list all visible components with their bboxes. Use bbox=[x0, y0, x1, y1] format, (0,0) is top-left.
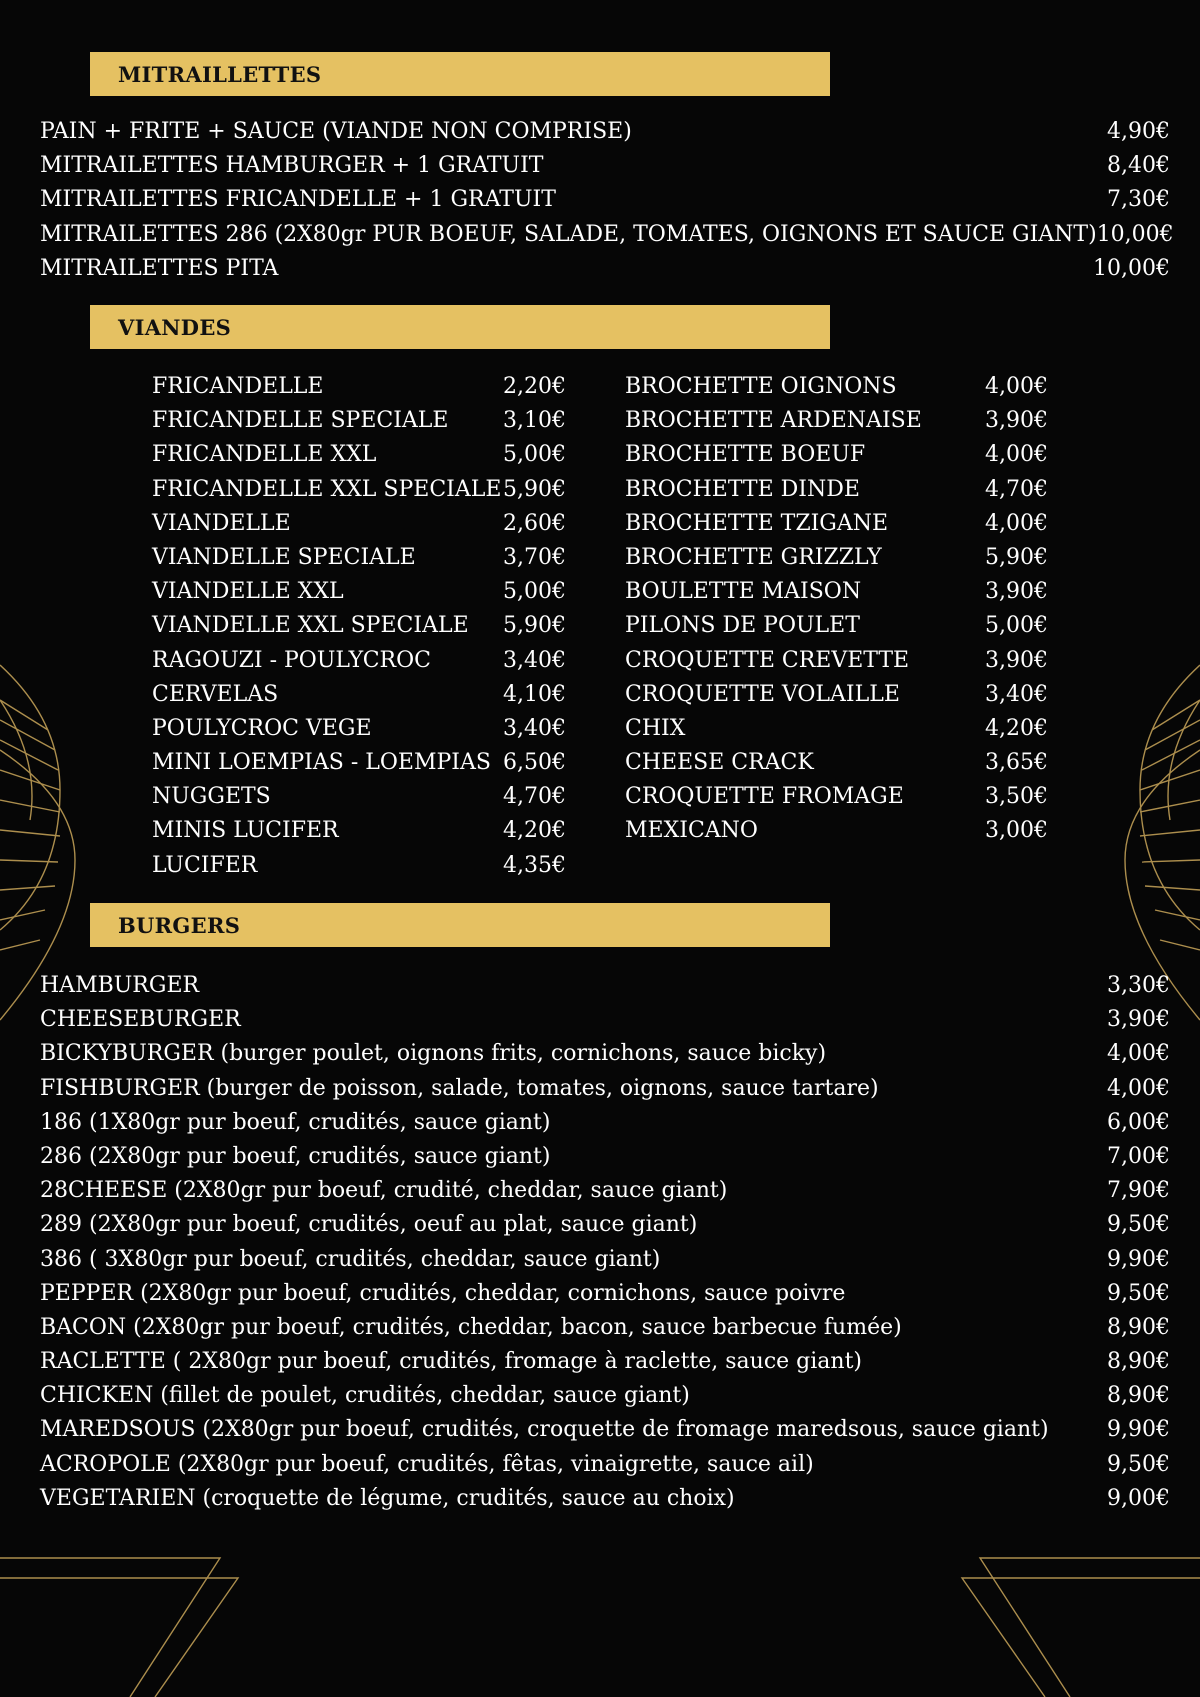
list-item bbox=[40, 149, 1170, 183]
list-item bbox=[40, 183, 1170, 217]
item-name: MAREDSOUS (2X80gr pur boeuf, crudités, croquette de fromage maredsous, sauce giant) bbox=[40, 1417, 1049, 1443]
item-name: FRICANDELLE XXL bbox=[152, 442, 377, 468]
item-name: 289 (2X80gr pur boeuf, crudités, oeuf au plat, sauce giant) bbox=[40, 1212, 698, 1238]
item-price: 6,50€ bbox=[503, 750, 566, 776]
item-name: MEXICANO bbox=[625, 818, 758, 844]
item-name: PEPPER (2X80gr pur boeuf, crudités, cheddar, cornichons, sauce poivre bbox=[40, 1280, 846, 1306]
item-name: BACON (2X80gr pur boeuf, crudités, cheddar, bacon, sauce barbecue fumée) bbox=[40, 1314, 902, 1340]
list-item bbox=[40, 1413, 1170, 1447]
item-price: 9,50€ bbox=[1107, 1280, 1170, 1306]
item-name: VIANDELLE XXL bbox=[152, 579, 344, 605]
list-item bbox=[40, 1482, 1170, 1516]
item-name: RAGOUZI - POULYCROC bbox=[152, 647, 431, 673]
item-name: BROCHETTE OIGNONS bbox=[625, 374, 897, 399]
item-price: 10,00€ bbox=[1093, 255, 1170, 281]
item-price: 4,35€ bbox=[503, 852, 566, 878]
item-price: 6,00€ bbox=[1107, 1109, 1170, 1135]
list-item bbox=[40, 1345, 1170, 1379]
viandes-left-column bbox=[152, 370, 566, 883]
item-price: 9,50€ bbox=[1107, 1451, 1170, 1477]
item-name: FRICANDELLE bbox=[152, 374, 324, 399]
item-price: 5,00€ bbox=[985, 613, 1048, 639]
list-item bbox=[152, 438, 566, 472]
item-name: ACROPOLE (2X80gr pur boeuf, crudités, fêtas, vinaigrette, sauce ail) bbox=[40, 1451, 814, 1477]
list-item bbox=[40, 1106, 1170, 1140]
item-name: LUCIFER bbox=[152, 852, 258, 878]
item-name: BOULETTE MAISON bbox=[625, 579, 862, 605]
item-name: CERVELAS bbox=[152, 681, 279, 707]
item-name: 286 (2X80gr pur boeuf, crudités, sauce giant) bbox=[40, 1143, 551, 1169]
item-name: VIANDELLE SPECIALE bbox=[152, 544, 416, 570]
item-name: CHICKEN (fillet de poulet, crudités, cheddar, sauce giant) bbox=[40, 1383, 690, 1409]
item-name: VIANDELLE XXL SPECIALE bbox=[152, 613, 469, 639]
list-item bbox=[152, 507, 566, 541]
item-name: CROQUETTE CREVETTE bbox=[625, 647, 910, 673]
list-item bbox=[625, 575, 1048, 609]
item-price: 9,90€ bbox=[1107, 1417, 1170, 1443]
item-price: 5,90€ bbox=[503, 476, 566, 502]
list-item bbox=[625, 814, 1048, 848]
list-item bbox=[40, 1311, 1170, 1345]
list-item bbox=[40, 969, 1170, 1003]
item-name: MITRAILETTES 286 (2X80gr PUR BOEUF, SALADE, TOMATES, OIGNONS ET SAUCE GIANT) bbox=[40, 221, 1097, 247]
bottom-right-triangle-2 bbox=[962, 1578, 1200, 1697]
item-price: 3,40€ bbox=[503, 715, 566, 741]
item-price: 4,00€ bbox=[1107, 1075, 1170, 1101]
item-price: 5,00€ bbox=[503, 442, 566, 468]
section-header-viandes bbox=[90, 305, 830, 349]
list-item bbox=[152, 404, 566, 438]
item-name: MITRAILETTES HAMBURGER + 1 GRATUIT bbox=[40, 153, 544, 179]
item-price: 5,90€ bbox=[985, 544, 1048, 570]
item-name: 186 (1X80gr pur boeuf, crudités, sauce giant) bbox=[40, 1109, 551, 1135]
list-item bbox=[625, 370, 1048, 404]
item-price: 3,65€ bbox=[985, 750, 1048, 776]
item-price: 8,40€ bbox=[1107, 153, 1170, 179]
item-price: 7,00€ bbox=[1107, 1143, 1170, 1169]
list-item bbox=[152, 678, 566, 712]
item-price: 8,90€ bbox=[1107, 1314, 1170, 1340]
item-name: 386 ( 3X80gr pur boeuf, crudités, cheddar, sauce giant) bbox=[40, 1246, 661, 1272]
list-item bbox=[152, 575, 566, 609]
item-price: 9,50€ bbox=[1107, 1212, 1170, 1238]
item-name: PILONS DE POULET bbox=[625, 613, 860, 639]
item-price: 3,90€ bbox=[985, 408, 1048, 434]
left-rays bbox=[0, 700, 60, 950]
list-item bbox=[40, 1174, 1170, 1208]
bottom-right-triangle-1 bbox=[980, 1558, 1200, 1697]
list-item bbox=[152, 780, 566, 814]
list-item bbox=[625, 404, 1048, 438]
list-item bbox=[152, 644, 566, 678]
list-item bbox=[152, 609, 566, 643]
list-item bbox=[625, 507, 1048, 541]
item-price: 9,90€ bbox=[1107, 1246, 1170, 1272]
list-item bbox=[625, 609, 1048, 643]
item-name: FRICANDELLE SPECIALE bbox=[152, 408, 449, 434]
item-price: 4,00€ bbox=[1107, 1041, 1170, 1067]
item-price: 9,00€ bbox=[1107, 1485, 1170, 1511]
list-item bbox=[152, 712, 566, 746]
item-price: 3,90€ bbox=[985, 579, 1048, 605]
item-name: NUGGETS bbox=[152, 784, 271, 810]
item-price: 3,50€ bbox=[985, 784, 1048, 810]
list-item bbox=[40, 1243, 1170, 1277]
item-name: RACLETTE ( 2X80gr pur boeuf, crudités, fromage à raclette, sauce giant) bbox=[40, 1349, 862, 1375]
list-item bbox=[625, 746, 1048, 780]
item-name: FISHBURGER (burger de poisson, salade, tomates, oignons, sauce tartare) bbox=[40, 1075, 879, 1101]
list-item bbox=[40, 218, 1174, 252]
item-price: 3,40€ bbox=[985, 681, 1048, 707]
right-arc-3 bbox=[1168, 700, 1200, 820]
item-name: MINIS LUCIFER bbox=[152, 818, 339, 844]
list-item bbox=[40, 1003, 1170, 1037]
item-name: BROCHETTE TZIGANE bbox=[625, 510, 889, 536]
list-item bbox=[152, 473, 566, 507]
list-item bbox=[625, 780, 1048, 814]
item-price: 3,10€ bbox=[503, 408, 566, 434]
list-item bbox=[152, 370, 566, 404]
section-title: VIANDES bbox=[118, 314, 232, 340]
item-name: POULYCROC VEGE bbox=[152, 715, 372, 741]
item-price: 7,30€ bbox=[1107, 187, 1170, 213]
bottom-left-triangle-1 bbox=[0, 1558, 220, 1697]
item-price: 4,70€ bbox=[985, 476, 1048, 502]
list-item bbox=[152, 746, 566, 780]
list-item bbox=[40, 1379, 1170, 1413]
list-item bbox=[40, 252, 1170, 286]
item-price: 5,90€ bbox=[503, 613, 566, 639]
item-price: 4,10€ bbox=[503, 681, 566, 707]
section-title: MITRAILLETTES bbox=[118, 61, 322, 87]
item-price: 3,70€ bbox=[503, 544, 566, 570]
list-item bbox=[625, 712, 1048, 746]
item-price: 10,00€ bbox=[1096, 221, 1174, 247]
item-price: 3,00€ bbox=[985, 818, 1048, 844]
list-item bbox=[40, 1277, 1170, 1311]
item-name: BROCHETTE BOEUF bbox=[625, 442, 866, 468]
item-price: 5,00€ bbox=[503, 579, 566, 605]
list-item bbox=[625, 438, 1048, 472]
list-item bbox=[625, 473, 1048, 507]
item-name: CROQUETTE VOLAILLE bbox=[625, 681, 900, 707]
item-name: VIANDELLE bbox=[152, 510, 291, 536]
item-price: 8,90€ bbox=[1107, 1349, 1170, 1375]
item-price: 3,90€ bbox=[1107, 1007, 1170, 1033]
item-name: VEGETARIEN (croquette de légume, crudités, sauce au choix) bbox=[40, 1485, 735, 1511]
list-item bbox=[40, 1072, 1170, 1106]
item-name: CHIX bbox=[625, 715, 686, 741]
list-item bbox=[40, 1140, 1170, 1174]
list-item bbox=[40, 115, 1170, 149]
list-item bbox=[40, 1037, 1170, 1071]
right-rays bbox=[1140, 700, 1200, 950]
right-arc-1 bbox=[1140, 665, 1200, 930]
section-header-mitraillettes bbox=[90, 52, 830, 96]
item-name: FRICANDELLE XXL SPECIALE bbox=[152, 476, 502, 502]
left-arc-3 bbox=[0, 700, 32, 820]
item-name: CHEESEBURGER bbox=[40, 1007, 241, 1033]
item-price: 4,00€ bbox=[985, 442, 1048, 468]
bottom-left-triangle-2 bbox=[0, 1578, 238, 1697]
section-header-burgers bbox=[90, 903, 830, 947]
item-name: MITRAILETTES FRICANDELLE + 1 GRATUIT bbox=[40, 187, 556, 213]
item-name: 28CHEESE (2X80gr pur boeuf, crudité, cheddar, sauce giant) bbox=[40, 1178, 728, 1204]
list-item bbox=[152, 541, 566, 575]
section-title: BURGERS bbox=[118, 912, 241, 938]
item-name: MITRAILETTES PITA bbox=[40, 255, 279, 281]
item-name: BROCHETTE ARDENAISE bbox=[625, 408, 922, 434]
item-price: 2,20€ bbox=[503, 374, 566, 399]
list-item bbox=[625, 541, 1048, 575]
item-price: 4,00€ bbox=[985, 374, 1048, 399]
burgers-list bbox=[40, 969, 1170, 1516]
item-price: 4,90€ bbox=[1107, 119, 1170, 144]
list-item bbox=[152, 814, 566, 848]
item-price: 4,70€ bbox=[503, 784, 566, 810]
item-name: BROCHETTE GRIZZLY bbox=[625, 544, 882, 570]
list-item bbox=[625, 644, 1048, 678]
item-price: 4,00€ bbox=[985, 510, 1048, 536]
item-price: 7,90€ bbox=[1107, 1178, 1170, 1204]
item-price: 2,60€ bbox=[503, 510, 566, 536]
mitraillettes-list bbox=[40, 115, 1174, 286]
list-item bbox=[152, 849, 566, 883]
item-price: 8,90€ bbox=[1107, 1383, 1170, 1409]
list-item bbox=[40, 1208, 1170, 1242]
item-name: MINI LOEMPIAS - LOEMPIAS bbox=[152, 750, 491, 776]
list-item bbox=[625, 678, 1048, 712]
item-price: 3,30€ bbox=[1107, 973, 1170, 998]
viandes-right-column bbox=[625, 370, 1048, 849]
list-item bbox=[40, 1448, 1170, 1482]
item-name: BICKYBURGER (burger poulet, oignons frits, cornichons, sauce bicky) bbox=[40, 1041, 827, 1067]
item-name: CHEESE CRACK bbox=[625, 750, 814, 776]
left-arc-1 bbox=[0, 665, 60, 930]
item-name: BROCHETTE DINDE bbox=[625, 476, 860, 502]
item-price: 4,20€ bbox=[503, 818, 566, 844]
item-name: PAIN + FRITE + SAUCE (VIANDE NON COMPRISE) bbox=[40, 119, 632, 144]
item-price: 3,40€ bbox=[503, 647, 566, 673]
item-name: CROQUETTE FROMAGE bbox=[625, 784, 904, 810]
item-name: HAMBURGER bbox=[40, 973, 200, 998]
item-price: 3,90€ bbox=[985, 647, 1048, 673]
item-price: 4,20€ bbox=[985, 715, 1048, 741]
